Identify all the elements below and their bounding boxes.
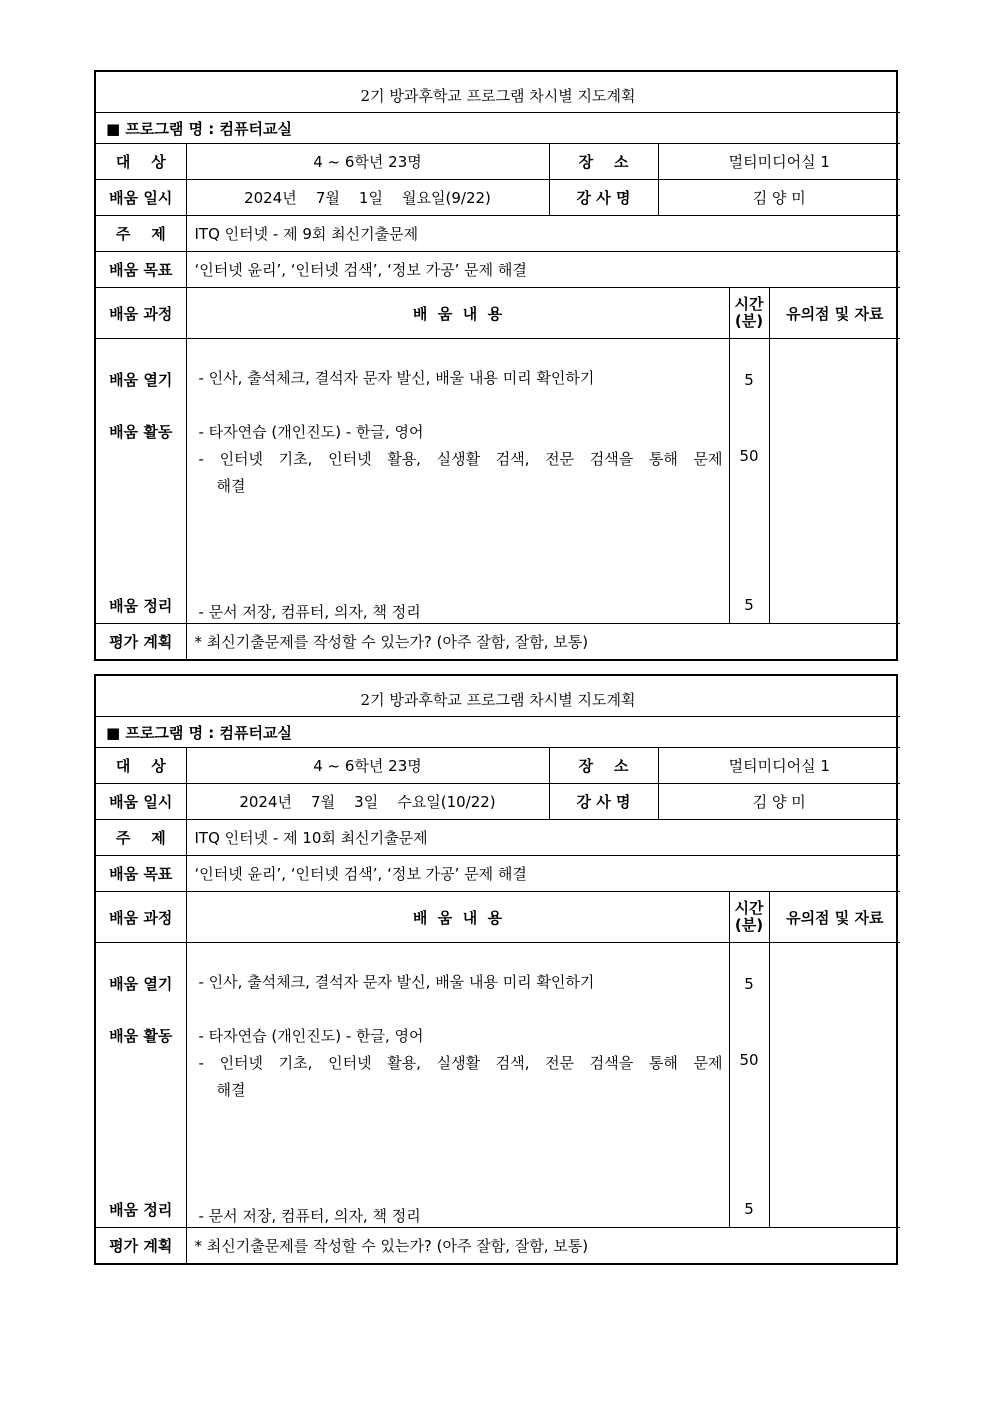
content-column	[186, 943, 729, 1228]
item-close: - 문서 저장, 컴퓨터, 의자, 책 정리	[198, 1207, 421, 1225]
eval-label: 평가 계획	[96, 624, 186, 660]
place-label: 장 소	[549, 748, 658, 784]
program-name: ■ 프로그램 명 : 컴퓨터교실	[96, 113, 900, 144]
time-open: 5	[744, 371, 754, 389]
target-label: 대 상	[96, 748, 186, 784]
item-open: - 인사, 출석체크, 결석자 문자 발신, 배울 내용 미리 확인하기	[198, 369, 595, 387]
item-activity-internet-cont: 해결	[216, 477, 246, 495]
time-header-line2: (분)	[734, 916, 764, 934]
time-close: 5	[744, 596, 754, 614]
time-header	[729, 892, 769, 943]
content-header: 배 움 내 용	[186, 288, 729, 339]
content-header: 배 움 내 용	[186, 892, 729, 943]
program-name: ■ 프로그램 명 : 컴퓨터교실	[96, 717, 900, 748]
item-activity-typing: - 타자연습 (개인진도) - 한글, 영어	[198, 1027, 424, 1045]
teacher-value: 김 양 미	[658, 180, 900, 216]
goal-label: 배움 목표	[96, 252, 186, 288]
plan-title: 2기 방과후학교 프로그램 차시별 지도계획	[360, 86, 636, 105]
stage-open: 배움 열기	[109, 975, 173, 993]
stage-column	[96, 339, 186, 624]
topic-value: ITQ 인터넷 - 제 10회 최신기출문제	[186, 820, 900, 856]
item-activity-internet: - 인터넷 기초, 인터넷 활용, 실생활 검색, 전문 검색을 통해 문제	[198, 450, 723, 468]
topic-label: 주 제	[96, 216, 186, 252]
date-label: 배움 일시	[96, 784, 186, 820]
time-close: 5	[744, 1200, 754, 1218]
content-column	[186, 339, 729, 624]
plan-title: 2기 방과후학교 프로그램 차시별 지도계획	[360, 690, 636, 709]
lesson-plan-table	[96, 72, 900, 659]
target-label: 대 상	[96, 144, 186, 180]
stage-close: 배움 정리	[109, 597, 173, 615]
lesson-plan-1	[94, 70, 898, 661]
eval-value: * 최신기출문제를 작성할 수 있는가? (아주 잘함, 잘함, 보통)	[186, 1228, 900, 1264]
teacher-label: 강 사 명	[549, 180, 658, 216]
item-activity-internet: - 인터넷 기초, 인터넷 활용, 실생활 검색, 전문 검색을 통해 문제	[198, 1054, 723, 1072]
item-activity-internet-cont: 해결	[216, 1081, 246, 1099]
target-value: 4 ~ 6학년 23명	[186, 748, 549, 784]
teacher-label: 강 사 명	[549, 784, 658, 820]
time-header	[729, 288, 769, 339]
stage-activity: 배움 활동	[109, 423, 173, 441]
place-value: 멀티미디어실 1	[658, 144, 900, 180]
notes-column	[769, 943, 900, 1228]
stage-activity: 배움 활동	[109, 1027, 173, 1045]
lesson-plan-table	[96, 676, 900, 1263]
process-header: 배움 과정	[96, 288, 186, 339]
time-column	[729, 339, 769, 624]
place-value: 멀티미디어실 1	[658, 748, 900, 784]
eval-label: 평가 계획	[96, 1228, 186, 1264]
goal-label: 배움 목표	[96, 856, 186, 892]
notes-column	[769, 339, 900, 624]
time-column	[729, 943, 769, 1228]
date-value: 2024년 7월 1일 월요일(9/22)	[186, 180, 549, 216]
topic-value: ITQ 인터넷 - 제 9회 최신기출문제	[186, 216, 900, 252]
notes-header: 유의점 및 자료	[769, 892, 900, 943]
topic-label: 주 제	[96, 820, 186, 856]
place-label: 장 소	[549, 144, 658, 180]
notes-header: 유의점 및 자료	[769, 288, 900, 339]
item-open: - 인사, 출석체크, 결석자 문자 발신, 배울 내용 미리 확인하기	[198, 973, 595, 991]
time-open: 5	[744, 975, 754, 993]
date-label: 배움 일시	[96, 180, 186, 216]
item-activity-typing: - 타자연습 (개인진도) - 한글, 영어	[198, 423, 424, 441]
lesson-plan-2	[94, 674, 898, 1265]
item-close: - 문서 저장, 컴퓨터, 의자, 책 정리	[198, 603, 421, 621]
goal-value: ‘인터넷 윤리’, ‘인터넷 검색’, ‘정보 가공’ 문제 해결	[186, 856, 900, 892]
time-header-line2: (분)	[734, 312, 764, 330]
teacher-value: 김 양 미	[658, 784, 900, 820]
process-header: 배움 과정	[96, 892, 186, 943]
goal-value: ‘인터넷 윤리’, ‘인터넷 검색’, ‘정보 가공’ 문제 해결	[186, 252, 900, 288]
stage-close: 배움 정리	[109, 1201, 173, 1219]
time-header-line1: 시간	[734, 899, 764, 917]
time-header-line1: 시간	[734, 295, 764, 313]
time-activity: 50	[739, 1051, 759, 1069]
target-value: 4 ~ 6학년 23명	[186, 144, 549, 180]
date-value: 2024년 7월 3일 수요일(10/22)	[186, 784, 549, 820]
stage-column	[96, 943, 186, 1228]
time-activity: 50	[739, 447, 759, 465]
eval-value: * 최신기출문제를 작성할 수 있는가? (아주 잘함, 잘함, 보통)	[186, 624, 900, 660]
stage-open: 배움 열기	[109, 371, 173, 389]
